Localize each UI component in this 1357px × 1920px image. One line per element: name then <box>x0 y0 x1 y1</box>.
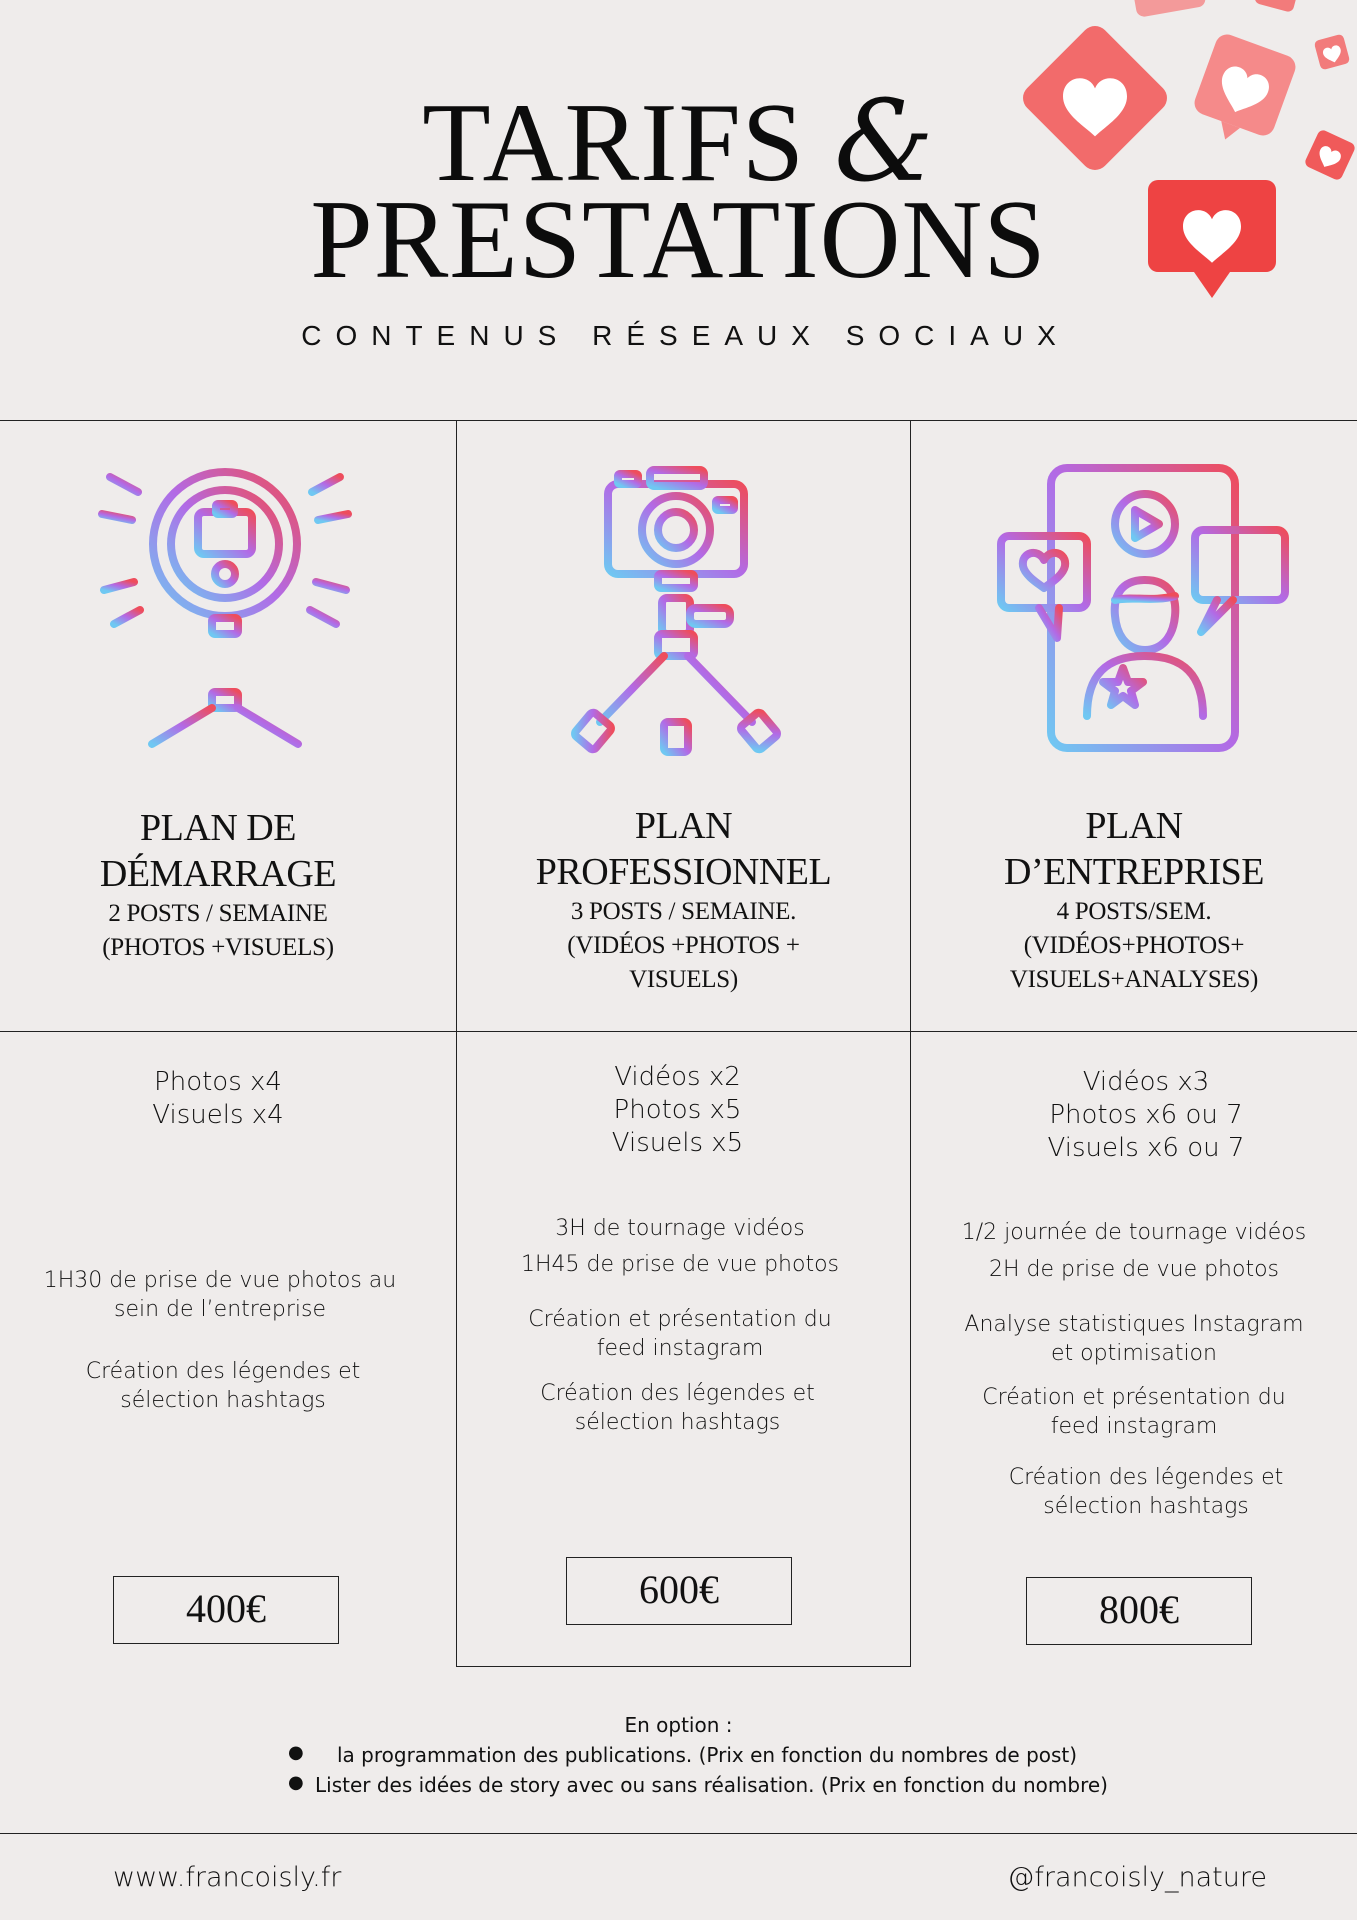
detail-line: sein de l’entreprise <box>114 1297 326 1322</box>
detail-line: 2H de prise de vue photos <box>988 1257 1280 1282</box>
bullet-icon: ● <box>288 1772 304 1793</box>
footer-divider <box>0 1833 1357 1834</box>
detail-line: Analyse statistiques Instagram <box>964 1312 1304 1337</box>
middle-column-bottom-border <box>456 1666 911 1667</box>
ring-light-icon <box>80 462 370 752</box>
page-subtitle: CONTENUS RÉSEAUX SOCIAUX <box>301 320 1070 351</box>
plan-title-line: PLAN <box>634 805 733 847</box>
plan-heading-entreprise <box>911 803 1357 997</box>
detail-line: et optimisation <box>1051 1341 1217 1366</box>
plan-title-line: D’ENTREPRISE <box>1004 851 1264 893</box>
detail-line: Création des légendes et <box>540 1381 815 1406</box>
plan-subtitle-line: 4 POSTS/SEM. <box>1056 898 1212 925</box>
detail-line: sélection hashtags <box>1043 1494 1249 1519</box>
detail-line: Création des légendes et <box>1008 1465 1284 1490</box>
plan-3-detail <box>911 1214 1357 1288</box>
plan-heading-demarrage <box>0 805 436 965</box>
bullet-icon: ● <box>288 1742 304 1763</box>
plan-subtitle-line: 2 POSTS / SEMAINE <box>108 900 328 927</box>
option-item: Lister des idées de story avec ou sans réalisation. (Prix en fonction du nombre) <box>315 1773 1108 1797</box>
options-section <box>0 1710 1357 1797</box>
plan-title-line: PLAN DE <box>140 807 296 849</box>
feature-item: Photos x5 <box>613 1095 742 1125</box>
plan-title-line: PROFESSIONNEL <box>535 851 832 893</box>
table-top-border <box>0 420 1357 421</box>
plan-2-detail <box>457 1379 898 1437</box>
plan-subtitle-line: (VIDÉOS +PHOTOS + <box>567 932 800 959</box>
feature-item: Vidéos x3 <box>1082 1067 1210 1097</box>
price-entreprise: 800€ <box>1026 1577 1252 1645</box>
plan-subtitle-line: (VIDÉOS+PHOTOS+ <box>1023 932 1245 959</box>
plan-1-main-features <box>0 1066 436 1132</box>
option-item: la programmation des publications. (Prix en fonction du nombres de post) <box>337 1743 1078 1767</box>
plan-3-detail <box>911 1463 1357 1521</box>
plan-1-detail <box>0 1357 446 1415</box>
plan-1-detail <box>0 1266 440 1324</box>
feature-item: Photos x6 ou 7 <box>1049 1100 1243 1130</box>
plan-3-detail <box>911 1310 1357 1368</box>
plan-title-line: PLAN <box>1085 805 1183 847</box>
plan-2-main-features <box>457 1061 898 1160</box>
detail-line: 1/2 journée de tournage vidéos <box>961 1220 1307 1245</box>
feature-item: Visuels x5 <box>611 1128 744 1158</box>
heart-bubble-icon <box>1127 0 1207 18</box>
detail-line: 3H de tournage vidéos <box>555 1216 805 1241</box>
footer-social-handle[interactable]: @francoisly_nature <box>1007 1862 1267 1893</box>
social-video-phone-icon <box>995 460 1295 760</box>
options-heading: En option : <box>624 1713 733 1737</box>
plan-subtitle-line: VISUELS) <box>629 966 738 993</box>
plan-subtitle-line: VISUELS+ANALYSES) <box>1009 966 1259 993</box>
ampersand: & <box>834 77 935 207</box>
column-divider-left <box>456 420 457 1666</box>
plan-heading-professionnel <box>457 803 910 997</box>
plan-2-detail <box>457 1211 903 1283</box>
detail-line: Création des légendes et <box>85 1359 361 1384</box>
feature-item: Visuels x4 <box>152 1100 284 1130</box>
plan-subtitle-line: (PHOTOS +VISUELS) <box>102 934 334 961</box>
plan-3-detail <box>911 1383 1357 1441</box>
detail-line: sélection hashtags <box>120 1388 326 1413</box>
camera-tripod-icon <box>560 460 800 760</box>
detail-line: 1H30 de prise de vue photos au <box>43 1268 397 1293</box>
page-title-line-1: TARIFS & <box>422 77 935 207</box>
price-demarrage: 400€ <box>113 1576 339 1644</box>
plan-3-main-features <box>911 1066 1357 1165</box>
footer-website-link[interactable]: www.francoisly.fr <box>113 1862 342 1893</box>
feature-item: Photos x4 <box>154 1067 282 1097</box>
price-professionnel: 600€ <box>566 1557 792 1625</box>
plan-subtitle-line: 3 POSTS / SEMAINE. <box>570 898 797 925</box>
page-title-line-2: PRESTATIONS <box>310 178 1047 302</box>
detail-line: 1H45 de prise de vue photos <box>520 1252 840 1277</box>
feature-item: Visuels x6 ou 7 <box>1047 1133 1245 1163</box>
table-middle-border <box>0 1031 1357 1032</box>
heart-bubble-icon <box>1254 0 1302 13</box>
plan-title-line: DÉMARRAGE <box>99 853 337 895</box>
detail-line: feed instagram <box>1050 1414 1218 1439</box>
detail-line: sélection hashtags <box>574 1410 781 1435</box>
plan-2-detail <box>457 1305 903 1363</box>
detail-line: feed instagram <box>596 1336 764 1361</box>
heart-bubble-icon <box>1314 34 1351 71</box>
detail-line: Création et présentation du <box>528 1307 832 1332</box>
detail-line: Création et présentation du <box>982 1385 1286 1410</box>
feature-item: Vidéos x2 <box>614 1062 741 1092</box>
